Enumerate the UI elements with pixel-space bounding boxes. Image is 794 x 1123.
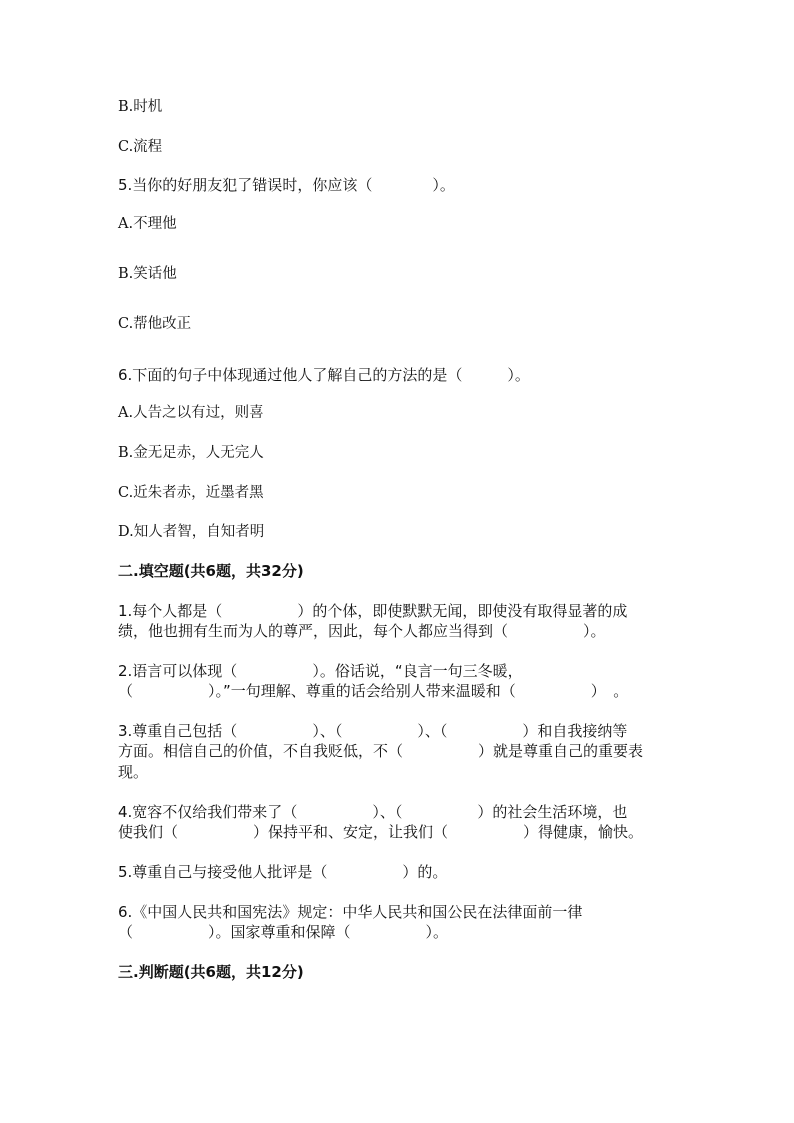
fill-question-1-line-1: 1.每个人都是（ ）的个体，即使默默无闻，即使没有取得显著的成 xyxy=(118,602,628,620)
question-6-option-d: D.知人者智，自知者明 xyxy=(118,524,265,540)
question-6-option-c: C.近朱者赤，近墨者黑 xyxy=(118,485,264,501)
question-5-stem: 5.当你的好朋友犯了错误时，你应该（ ）。 xyxy=(118,176,455,194)
option-b-shiji: B.时机 xyxy=(118,99,163,115)
fill-question-6-line-1: 6.《中国人民共和国宪法》规定：中华人民共和国公民在法律面前一律 xyxy=(118,903,583,921)
fill-question-4-line-2: 使我们（ ）保持平和、安定，让我们（ ）得健康，愉快。 xyxy=(118,823,644,841)
section-judgment-title: 三.判断题(共6题，共12分) xyxy=(118,963,304,981)
question-6-stem: 6.下面的句子中体现通过他人了解自己的方法的是（ ）。 xyxy=(118,366,530,384)
fill-question-4-line-1: 4.宽容不仅给我们带来了（ ）、（ ）的社会生活环境，也 xyxy=(118,803,628,821)
fill-question-2-line-2: （ ）。”一句理解、尊重的话会给别人带来温暖和（ ） 。 xyxy=(118,682,629,700)
question-6-option-a: A.人告之以有过，则喜 xyxy=(118,405,264,421)
fill-question-5: 5.尊重自己与接受他人批评是（ ）的。 xyxy=(118,863,448,881)
option-c-liucheng: C.流程 xyxy=(118,139,163,155)
section-fill-blank-title: 二.填空题(共6题，共32分) xyxy=(118,562,304,580)
fill-question-2-line-1: 2.语言可以体现（ ）。俗话说，“良言一句三冬暖， xyxy=(118,662,523,680)
fill-question-1-line-2: 绩，他也拥有生而为人的尊严，因此，每个人都应当得到（ ）。 xyxy=(118,622,606,640)
question-5-option-c: C.帮他改正 xyxy=(118,316,192,332)
fill-question-6-line-2: （ ）。国家尊重和保障（ ）。 xyxy=(118,923,449,941)
question-5-option-a: A.不理他 xyxy=(118,216,177,232)
fill-question-3-line-1: 3.尊重自己包括（ ）、（ ）、（ ）和自我接纳等 xyxy=(118,722,628,740)
question-6-option-b: B.金无足赤，人无完人 xyxy=(118,445,264,461)
fill-question-3-line-2: 方面。相信自己的价值，不自我贬低，不（ ）就是尊重自己的重要表 xyxy=(118,742,644,760)
fill-question-3-line-3: 现。 xyxy=(118,763,149,781)
question-5-option-b: B.笑话他 xyxy=(118,266,177,282)
